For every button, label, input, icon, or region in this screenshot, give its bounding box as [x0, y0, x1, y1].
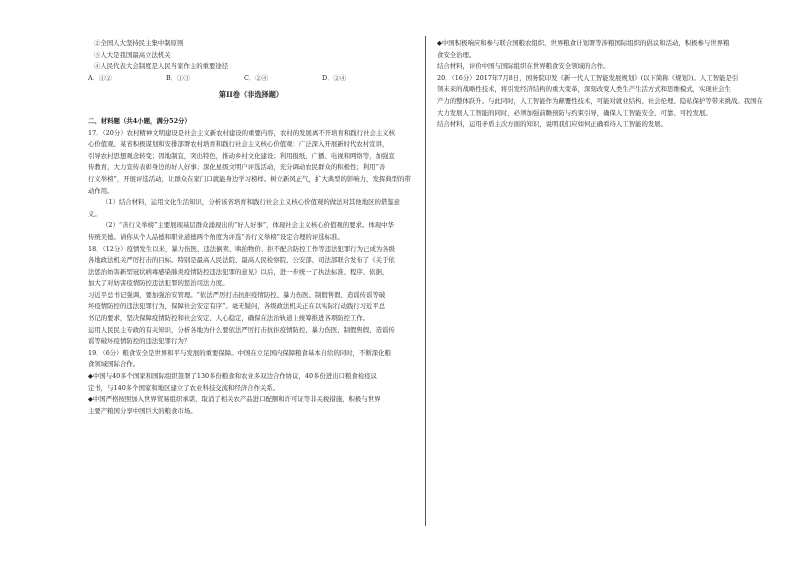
question-18: [88, 244, 414, 348]
q20-line: 领未来的战略性技术，将引发经济结构的重大变革，深刻改变人类生产生活方式和思维模式，实现社会生: [437, 85, 731, 94]
q17-sub2a: （2）“善行义举榜”主要展现基层群众涌现出的“好人好事”，体现社会主义核心价值观的要求。体现中华: [102, 221, 394, 230]
q17-line: 义。: [88, 209, 101, 218]
section-heading: 二、材料题（共4小题，满分52分）: [88, 116, 191, 125]
q17-sub2b: 传统美德。请你从个人品德和职业道德两个角度为评选“善行义举榜”设定合理的评选标准。: [88, 232, 344, 241]
choice-b: B．①③: [166, 73, 190, 82]
q20-line: 20．（16分）2017年7月8日，国务院印发《新一代人工智能发展规划》(以下简称《规划》)。人工智能是引: [437, 73, 739, 82]
q20-line: 产力的整体跃升。与此同时，人工智能作为颠覆性技术，可能对就业结构、社会伦理、隐私保护等带来挑战。我国在: [437, 96, 763, 105]
question-20: [437, 73, 767, 131]
q17-line: 17．（20分）农村精神文明建设是社会主义新农村建设的重要内容，农村的发展离不开培育和践行社会主义核: [88, 128, 396, 137]
q17-sub1: （1）结合材料，运用文化生活知识，分析该省培育和践行社会主义核心价值观的做法对其他地区的借鉴意: [102, 198, 401, 207]
q19-cont-line: 食安全治理。: [437, 50, 476, 59]
q19-line: ◆中国严格按照加入世界贸易组织承诺，取消了相关农产品进口配额和许可证等非关税措施，积极与世界: [88, 395, 381, 404]
option-line-3: ③人大是我国最高立法机关: [94, 50, 171, 59]
q20-line: 大力发展人工智能的同时，必须加强前瞻预防与约束引导，确保人工智能安全、可靠、可控发展。: [437, 108, 712, 117]
q18-line: 18．（12分）疫情发生以来，暴力伤医、违法倒卖、哄抬物价、拒不配合防控工作等违法犯罪行为已成为各级: [88, 244, 396, 253]
answer-choices: [88, 73, 414, 85]
option-line-2: ②全国人大坚持民主集中制原则: [94, 39, 184, 47]
q18-line: 各地政法机关严厉打击的目标。特别是最高人民法院、最高人民检察院、公安部、司法部联合发布了《关于依: [88, 256, 395, 265]
q19-line: 主要产粮国分享中国巨大的粮食市场。: [88, 406, 197, 415]
q17-line: 行义举榜”，开展评选活动，让群众在家门口就能身边学习榜样。树立新风正气，扩大典型的影响力，发挥典型的带动作用。: [88, 174, 411, 195]
question-17: [88, 128, 414, 244]
q19-line: 定书，与140多个国家和地区建立了农业科技交流和经济合作关系。: [88, 383, 280, 392]
choice-a: A．①②: [88, 73, 112, 82]
q18-line: 书记的要求，坚决保障疫情防控和社会安定、人心稳定，确保在法治轨道上统筹推进各项防控工作。: [88, 314, 370, 323]
q17-line: 引导农村思想观念转变；因地制宜，突出特色，推动乡村文化建设；利用报纸、广播、电视和网络等，加强宣: [88, 151, 395, 160]
q20-line: 结合材料，运用矛盾主次方面的知识，说明我们应如何正确看待人工智能的发展。: [437, 120, 668, 129]
question-19: [88, 348, 414, 418]
q19-line: 19．（6分）粮食安全是世界和平与发展的重要保障。中国在立足国内保障粮食基本自给的同时，不断深化粮: [88, 348, 391, 357]
choice-d: D．②④: [322, 73, 347, 82]
q19-cont-line: 结合材料，评价中国与国际组织在世界粮食安全领域的合作。: [437, 62, 610, 71]
q18-line: 法惩治妨害新型冠状病毒感染肺炎疫情防控违法犯罪的意见》以后，进一步统一了执法标准、程序、依据，: [88, 267, 389, 276]
q18-line: 坏疫情防控的违法犯罪行为，保障社会安定有序”。毫无疑问，各级政法机关正在以实际行动践行习近平总: [88, 302, 386, 311]
q19-line: ◆中国与40多个国家和国际组织签署了130多份粮食和农业多双边合作协议，40多份进出口粮食检疫议: [88, 372, 377, 381]
q18-line: 习近平总书记强调，要加强治安管理。“依法严厉打击抗拒疫情防控、暴力伤医、制假售假、造谣传谣等破: [88, 290, 386, 299]
q19-cont-line: ◆中国积极响应和参与联合国粮农组织、世界粮食计划署等涉粮国际组织的倡议和活动，积极参与世界粮: [437, 39, 730, 47]
part-two-title: 第II卷（非选择题）: [218, 90, 284, 100]
left-column: [88, 38, 414, 417]
q18-sub-a: 运用人民民主专政的有关知识，分析各地为什么要依法严厉打击抗拒疫情防控、暴力伤医、制假售假、造谣传: [88, 325, 395, 334]
q19-line: 食领域国际合作。: [88, 360, 140, 369]
choice-c: C．②④: [244, 73, 269, 82]
q18-line: 加大了对妨害疫情防控违法犯罪的惩治司法力度。: [88, 279, 229, 288]
question-19-continued: [437, 38, 767, 73]
option-line-4: ④人民代表大会制度是人民当家作主的重要途径: [94, 62, 229, 71]
column-divider: [425, 36, 426, 526]
q17-line: 传教育，大力宣传表彰身边的好人好事；深化星级文明户评选活动，充分调动农民群众的积极性；利用“善: [88, 163, 386, 172]
right-column: [437, 38, 767, 131]
q18-sub-b: 谣等破坏疫情防控的违法犯罪行为？: [88, 337, 191, 346]
q17-line: 心价值观。某省积极谋划和安排部署农村培育和践行社会主义核心价值观：广泛深入开展新时代农村宣讲，: [88, 140, 389, 149]
